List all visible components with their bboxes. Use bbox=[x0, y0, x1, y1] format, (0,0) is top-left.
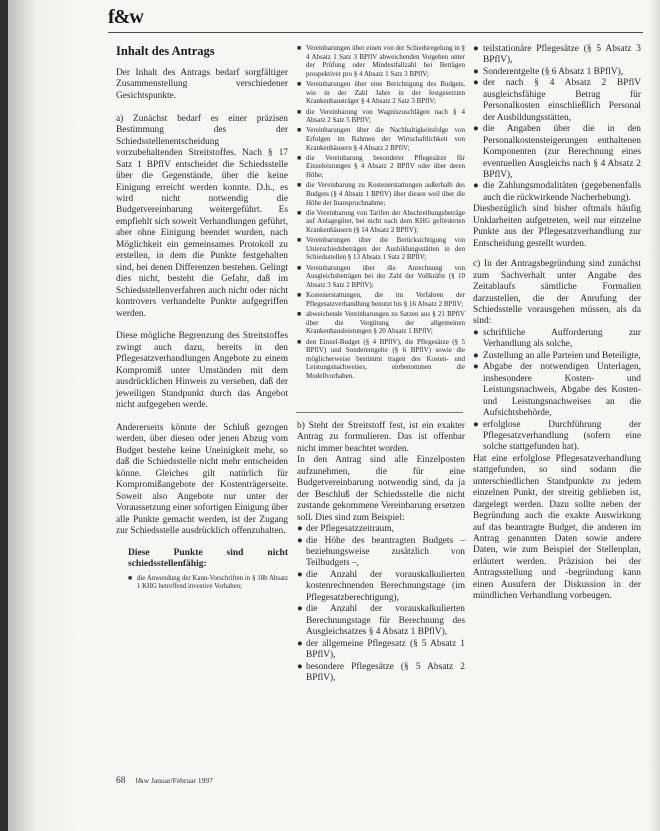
paragraph: Diese mögliche Begrenzung des Streitstoffes zwingt auch dazu, bereits in den Pflegesatzverhandlungen Angebote zu einem Kompromiß unter Umständen mit dem ausdrücklichen Hinweis zu versehen, daß der jeweiligen Standpunkt durch das Angebot nicht aufgegeben werde. bbox=[116, 331, 288, 411]
list-item: ● Zustellung an alle Parteien und Beteiligte, bbox=[473, 350, 641, 361]
list-item: ● die Anzahl der vorauskalkulierten kostenrechnenden Berechnungstage (im Pflegesatzberechtigung), bbox=[297, 569, 465, 603]
binding-edge bbox=[0, 0, 8, 831]
list-item: ■ den Einzel-Budget (§ 4 BPflV), die Pflegesätze (§ 5 BPflV) und Sonderentgelte (§ 6 BPflV) sowie die möglicherweise bestimmt tragen des Kosten- und Leistungsnachweises, einbenommen die Modellvorhaben. bbox=[297, 337, 465, 380]
column-divider bbox=[296, 412, 463, 413]
paragraph: Diesbezüglich sind bisher oftmals häufig Unklarheiten aufgetreten, weil nur einzelne Punkte aus der Pflegesatzverhandlung zur Entscheidung gestellt wurden. bbox=[473, 204, 641, 249]
bullet-icon: ● bbox=[473, 66, 479, 77]
list-item: ● die Angaben über die in den Personalkostensteigerungen enthaltenen Komponenten (zur Berechnung eines eventuellen Ausgleichs nach § 4 Absatz 2 BPflV), bbox=[473, 124, 641, 180]
column-2 bbox=[297, 44, 465, 382]
bullet-icon: ■ bbox=[297, 44, 302, 52]
bullet-icon: ■ bbox=[297, 291, 302, 300]
bullet-icon: ■ bbox=[297, 208, 302, 217]
paragraph: b) Steht der Streitstoff fest, ist ein exakter Antrag zu formulieren. Das ist offenbar nicht immer beachtet worden. bbox=[297, 421, 465, 454]
bullet-icon: ● bbox=[473, 327, 479, 338]
bullet-icon: ● bbox=[473, 78, 479, 89]
list-item: ● der Pflegesatzzeitraum, bbox=[297, 524, 394, 535]
journal-logo: f&w bbox=[108, 6, 143, 28]
column-1 bbox=[116, 44, 288, 591]
column-2-body bbox=[297, 421, 465, 684]
list-item: ■ Vereinbarungen über die Berücksichtigung von Unterschiedsbeträgen der Ausbildungsstätten in den Schiedsstellen § 13 Absatz 1 Satz 2 BPflV; bbox=[297, 236, 465, 262]
bullet-icon: ■ bbox=[297, 107, 302, 116]
subheading: Diese Punkte sind nicht schiedsstellenfähig: bbox=[128, 547, 288, 570]
bullet-icon: ● bbox=[473, 181, 479, 192]
list-item: ● der nach § 4 Absatz 2 BPflV ausgleichsfähige Betrag für Personalkosten einschließlich Personal der Ausbildungsstätten, bbox=[473, 78, 641, 123]
list-item: ● schriftliche Aufforderung zur Verhandlung als solche, bbox=[473, 327, 641, 350]
bullet-icon: ● bbox=[473, 419, 479, 430]
article-heading: Inhalt des Antrags bbox=[116, 44, 215, 58]
bullet-list bbox=[473, 44, 641, 204]
list-item: ● die Anzahl der vorauskalkulierten Berechnungstage für Berechnung des Ausgleichsatzes § 4 Absatz 1 BPflV), bbox=[297, 604, 465, 638]
list-item: ● die Zahlungsmodalitäten (gegebenenfalls auch die rückwirkende Nacherhebung). bbox=[473, 181, 641, 203]
bullet-list bbox=[473, 328, 641, 454]
bullet-icon: ■ bbox=[297, 80, 302, 89]
list-item: ■ die Vereinbarung von Wagniszuschlägen nach § 4 Absatz 2 Satz 5 BPflV; bbox=[297, 107, 465, 125]
list-item: ■ Vereinbarungen über die Nachhaltigkeitsfolge von Erfolgen im Rahmen der Wirtschaftlichkeit von Krankenhäusern § 4 Absatz 2 BPflV; bbox=[297, 126, 465, 152]
list-item: ■ die Vereinbarung besonderer Pflegesätze für Einzeleistungen § 4 Absatz 2 BPflV oder über deren Höhe; bbox=[297, 153, 465, 180]
list-item: ■ die Vereinbarung von Tarifen der Abschreibungsbeträge auf Anlagegüter, bei nicht nach dem KHG geförderten Krankenhäusern (§ 14 Absatz 2 BPflV); bbox=[297, 208, 465, 234]
page-gutter-shadow bbox=[8, 0, 78, 831]
paragraph: Hat eine erfolglose Pflegesatzverhandlung stattgefunden, so sind sodann die unterschiedlichen Standpunkte zu jedem einzelnen Punkt, der streitig geblieben ist, dargelegt werden. Dazu sollte neben der Begründung auch die exakte Auswirkung auf das beantragte Budget, die anderen im Antrag genannten Daten sowie andere Daten, wie zum Beispiel der Stellenplan, erläutert werden. Präzision bei der Antragsstellung und -begründung kann einen Ausufern der Diskussion in der mündlichen Verhandlung vorbeugen. bbox=[473, 453, 641, 602]
bullet-icon: ● bbox=[297, 535, 303, 546]
list-item: ● der allgemeine Pflegesatz (§ 5 Absatz 1 BPflV), bbox=[297, 638, 465, 661]
bullet-icon: ● bbox=[473, 44, 479, 54]
paragraph: Andererseits könnte der Schluß gezogen werden, über diesen oder jenen Abzug vom Budget bestehe keine Uneinigkeit mehr, so daß die Schiedsstelle nicht mehr entscheiden könne. Gleiches gilt natürlich für Kompromißangebote der Kostenträgerseite. Soweit also Angebote nur unter der Voraussetzung einer sofortigen Einigung über alle Punkte gemacht werden, ist der Zugang zur Schiedsstelle ausdrücklich offenzuhalten. bbox=[116, 423, 288, 537]
paragraph: c) In der Antragsbegründung sind zunächst zum Sachverhalt unter Angabe des Zeitablaufs sämtliche Formalien darzustellen, die der Anrufung der Schiedsstelle vorausgehen müssen, als da sind: bbox=[473, 259, 641, 327]
page-footer bbox=[116, 776, 213, 786]
bullet-icon: ● bbox=[297, 604, 303, 615]
bullet-icon: ● bbox=[473, 350, 479, 361]
bullet-icon: ● bbox=[473, 124, 479, 135]
list-item: ● Abgabe der notwendigen Unterlagen, insbesondere Kosten- und Leistungsnachweis, Abgabe des Kosten- und Leistungsnachweises an die Aufsichtsbehörde, bbox=[473, 362, 641, 419]
bullet-icon: ● bbox=[297, 569, 303, 580]
bullet-list bbox=[128, 575, 288, 592]
bullet-icon: ■ bbox=[297, 263, 302, 272]
bullet-icon: ● bbox=[473, 362, 479, 373]
bullet-icon: ■ bbox=[297, 310, 302, 319]
bullet-icon: ■ bbox=[128, 574, 133, 582]
header-rule bbox=[108, 32, 643, 33]
paragraph: In den Antrag sind alle Einzelposten aufzunehmen, die für eine Budgetvereinbarung notwendig sind, da ja der Beschluß der Schiedsstelle die nicht zustande gekommene Vereinbarung ersetzen soll. Dies sind zum Beispiel: bbox=[297, 455, 465, 523]
list-item: ■ die Anwendung der Kann-Vorschriften in § 18b Absatz 1 KHG betreffend investive Vorhaben; bbox=[128, 574, 288, 590]
list-item: ● Sonderentgelte (§ 6 Absatz 1 BPflV), bbox=[473, 66, 624, 77]
list-item: ■ abweichende Vereinbarungen zu Satzen aus § 21 BPflV über die Vergütung der allgemeinen Krankenhausleistungen § 20 Absatz 1 BPflV; bbox=[297, 310, 465, 336]
bullet-icon: ● bbox=[297, 524, 303, 535]
column-3 bbox=[473, 44, 641, 603]
list-item: ● teilstationäre Pflegesätze (§ 5 Absatz 3 BPflV), bbox=[473, 44, 641, 66]
list-item: ■ Vereinbarungen über eine Berichtigung des Budgets, wie in der Zahl Jahre in der festgesetzten Krankenhausträger § 4 Absatz 2 Satz 3 BPflV; bbox=[297, 80, 465, 106]
footer-source: f&w Januar/Februar 1997 bbox=[135, 776, 213, 785]
bullet-icon: ● bbox=[297, 661, 303, 672]
list-item: ● erfolglose Durchführung der Pflegesatzverhandlung (sofern eine solche stattgefunden hat). bbox=[473, 419, 641, 453]
paragraph: a) Zunächst bedarf es einer präzisen Bestimmung des der Schiedsstellenentscheidung vorzubehaltenden Streitstoffes. Nach § 17 Satz 1 BPflV entscheidet die Schiedsstelle über die Gegenstände, über die keine Einigung erreicht werden konnte. D.h., es wird nicht notwendig die Budgetvereinbarung weitergeführt. Es empfiehlt sich soweit Verhandlungen geführt, aber ohne Einigung beendet wurden, nach Möglichkeit ein gemeinsames Protokoll zu erstellen, in dem die Punkte festgehalten sind, bei denen Differenzen bestehen. Gelingt dies nicht, besteht die Gefahr, daß im Schiedsstellenverfahren auch nicht oder nicht kontrovers verhandelte Punkte aufgegriffen werden. bbox=[116, 113, 288, 319]
bullet-icon: ■ bbox=[297, 181, 302, 190]
list-item: ● besondere Pflegesätze (§ 5 Absatz 2 BPflV), bbox=[297, 661, 465, 683]
list-item: ● die Höhe des beantragten Budgets – beziehungsweise zusätzlich von Teilbudgets –, bbox=[297, 535, 465, 569]
bullet-list bbox=[297, 44, 465, 381]
list-item: ■ Vereinbarungen über einen von der Schiedsregelung in § 4 Absatz 1 Satz 3 BPflV abweichenden Vorgehen unter der Prüfung oder Mindestfallzahl bei Beträgen prospektiver pro § 4 Absatz 1 Satz 3 BPflV; bbox=[297, 44, 465, 78]
bullet-icon: ■ bbox=[297, 236, 302, 245]
list-item: ■ Kostenerstattungen, die im Verfahren der Pflegesatzverhandlung benutzt bis § 16 Absatz 2 BPflV; bbox=[297, 291, 465, 308]
bullet-icon: ■ bbox=[297, 337, 302, 346]
bullet-icon: ● bbox=[297, 638, 303, 649]
bullet-icon: ■ bbox=[297, 126, 302, 135]
paragraph: Der Inhalt des Antrags bedarf sorgfältiger Zusammenstellung verschiedener Gesichtspunkte. bbox=[116, 68, 288, 101]
page-edge-shade bbox=[648, 0, 660, 831]
list-item: ■ die Vereinbarung zu Kostenerstattungen außerhalb des Budgets (§ 4 Absatz 1 BPflV) über diesen weil über die Höhe der Inanspruchnahme; bbox=[297, 181, 465, 207]
list-item: ■ Vereinbarungen über die Anrechnung von Ausgleichsbeträgen bei der Zahl der Vollkräfte (§ 10 Absatz 3 Satz 2 BPflV); bbox=[297, 263, 465, 289]
bullet-icon: ■ bbox=[297, 153, 302, 162]
bullet-list bbox=[297, 524, 465, 684]
page-number: 68 bbox=[116, 776, 126, 786]
